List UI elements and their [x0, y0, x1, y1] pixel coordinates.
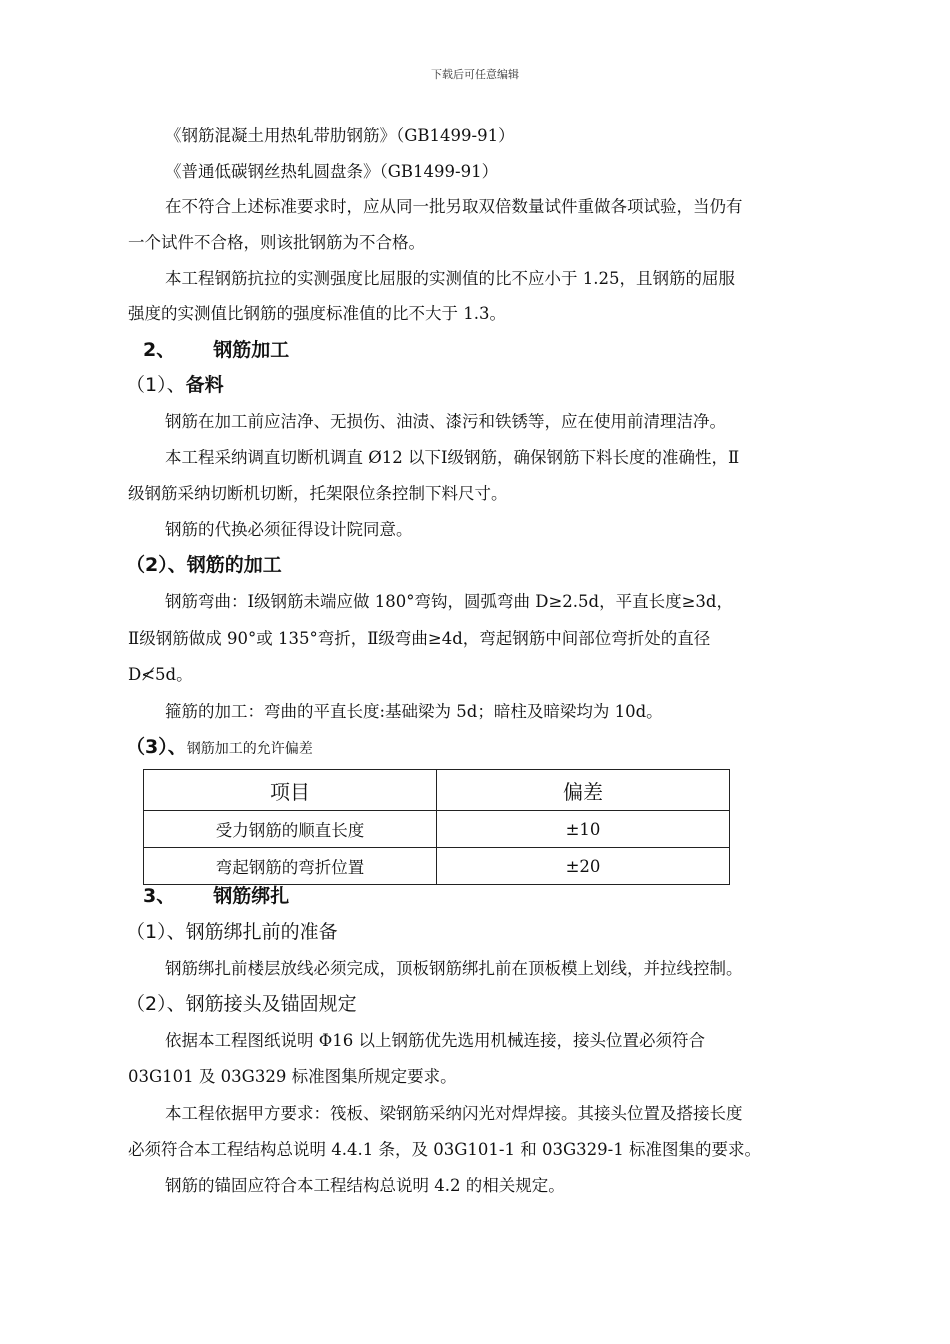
subheading-joint-anchor: （2）、钢筋接头及锚固规定: [126, 993, 357, 1015]
table-header-item: 项目: [144, 770, 437, 811]
paragraph-line: 钢筋的代换必须征得设计院同意。: [165, 520, 413, 539]
paragraph-line: 钢筋绑扎前楼层放线必须完成，顶板钢筋绑扎前在顶板模上划线，并拉线控制。: [165, 959, 743, 978]
subheading-label: （2）、钢筋的加工: [126, 554, 282, 576]
deviation-table: [143, 769, 730, 885]
table-row: [144, 848, 730, 885]
subheading-number: （1）、: [126, 374, 186, 396]
section-number: 2、: [143, 339, 176, 361]
section-heading-3: [143, 886, 289, 906]
paragraph-line: 在不符合上述标准要求时，应从同一批另取双倍数量试件重做各项试验，当仍有: [165, 197, 743, 216]
paragraph-line: 级钢筋采纳切断机切断，托架限位条控制下料尺寸。: [128, 484, 508, 503]
paragraph-line: 必须符合本工程结构总说明 4.4.1 条，及 03G101-1 和 03G329-1 标准图集的要求。: [128, 1140, 761, 1159]
paragraph-line: 钢筋弯曲：Ⅰ级钢筋未端应做 180°弯钩，圆弧弯曲 D≥2.5d，平直长度≥3d，: [165, 592, 733, 611]
paragraph-line: 钢筋在加工前应洁净、无损伤、油渍、漆污和铁锈等，应在使用前清理洁净。: [165, 412, 726, 431]
subheading-title: 备料: [185, 374, 224, 396]
subheading-number: （3）、: [126, 736, 187, 758]
section-title: 钢筋绑扎: [213, 885, 290, 907]
paragraph-line: 依据本工程图纸说明 Φ16 以上钢筋优先选用机械连接，接头位置必须符合: [165, 1031, 706, 1050]
table-header-deviation: 偏差: [437, 770, 730, 811]
standard-item: 《普通低碳钢丝热轧圆盘条》（GB1499-91）: [165, 162, 499, 181]
table-header-row: [144, 770, 730, 811]
table-cell-deviation: ±20: [437, 848, 730, 885]
table-cell-item: 弯起钢筋的弯折位置: [144, 848, 437, 885]
subheading-3: [126, 737, 313, 759]
standard-item: 《钢筋混凝土用热轧带肋钢筋》（GB1499-91）: [165, 126, 515, 145]
page-header: 下载后可任意编辑: [431, 68, 519, 81]
section-number: 3、: [143, 885, 176, 907]
subheading-tie-prep: （1）、钢筋绑扎前的准备: [126, 921, 338, 943]
paragraph-line: 03G101 及 03G329 标准图集所规定要求。: [128, 1067, 457, 1086]
subheading-title: 钢筋加工的允许偏差: [186, 741, 313, 757]
paragraph-line: 本工程依据甲方要求：筏板、梁钢筋采纳闪光对焊焊接。其接头位置及搭接长度: [165, 1104, 743, 1123]
subheading-1: [126, 375, 224, 395]
table-cell-item: 受力钢筋的顺直长度: [144, 811, 437, 848]
section-heading-2: [143, 340, 289, 360]
paragraph-line: Ⅱ级钢筋做成 90°或 135°弯折，Ⅱ级弯曲≥4d，弯起钢筋中间部位弯折处的直径: [128, 629, 711, 648]
paragraph-line: 箍筋的加工：弯曲的平直长度:基础梁为 5d；暗柱及暗梁均为 10d。: [165, 702, 663, 721]
table-row: [144, 811, 730, 848]
paragraph-line: 强度的实测值比钢筋的强度标准值的比不大于 1.3。: [128, 304, 506, 323]
paragraph-line: D≮5d。: [128, 665, 193, 684]
paragraph-line: 一个试件不合格，则该批钢筋为不合格。: [128, 233, 425, 252]
table-cell-deviation: ±10: [437, 811, 730, 848]
section-title: 钢筋加工: [213, 339, 290, 361]
subheading-2: [126, 555, 282, 575]
paragraph-line: 本工程采纳调直切断机调直 Ø12 以下Ⅰ级钢筋，确保钢筋下料长度的准确性，Ⅱ: [165, 448, 740, 467]
paragraph-line: 本工程钢筋抗拉的实测强度比屈服的实测值的比不应小于 1.25，且钢筋的屈服: [165, 269, 735, 288]
paragraph-line: 钢筋的锚固应符合本工程结构总说明 4.2 的相关规定。: [165, 1176, 565, 1195]
